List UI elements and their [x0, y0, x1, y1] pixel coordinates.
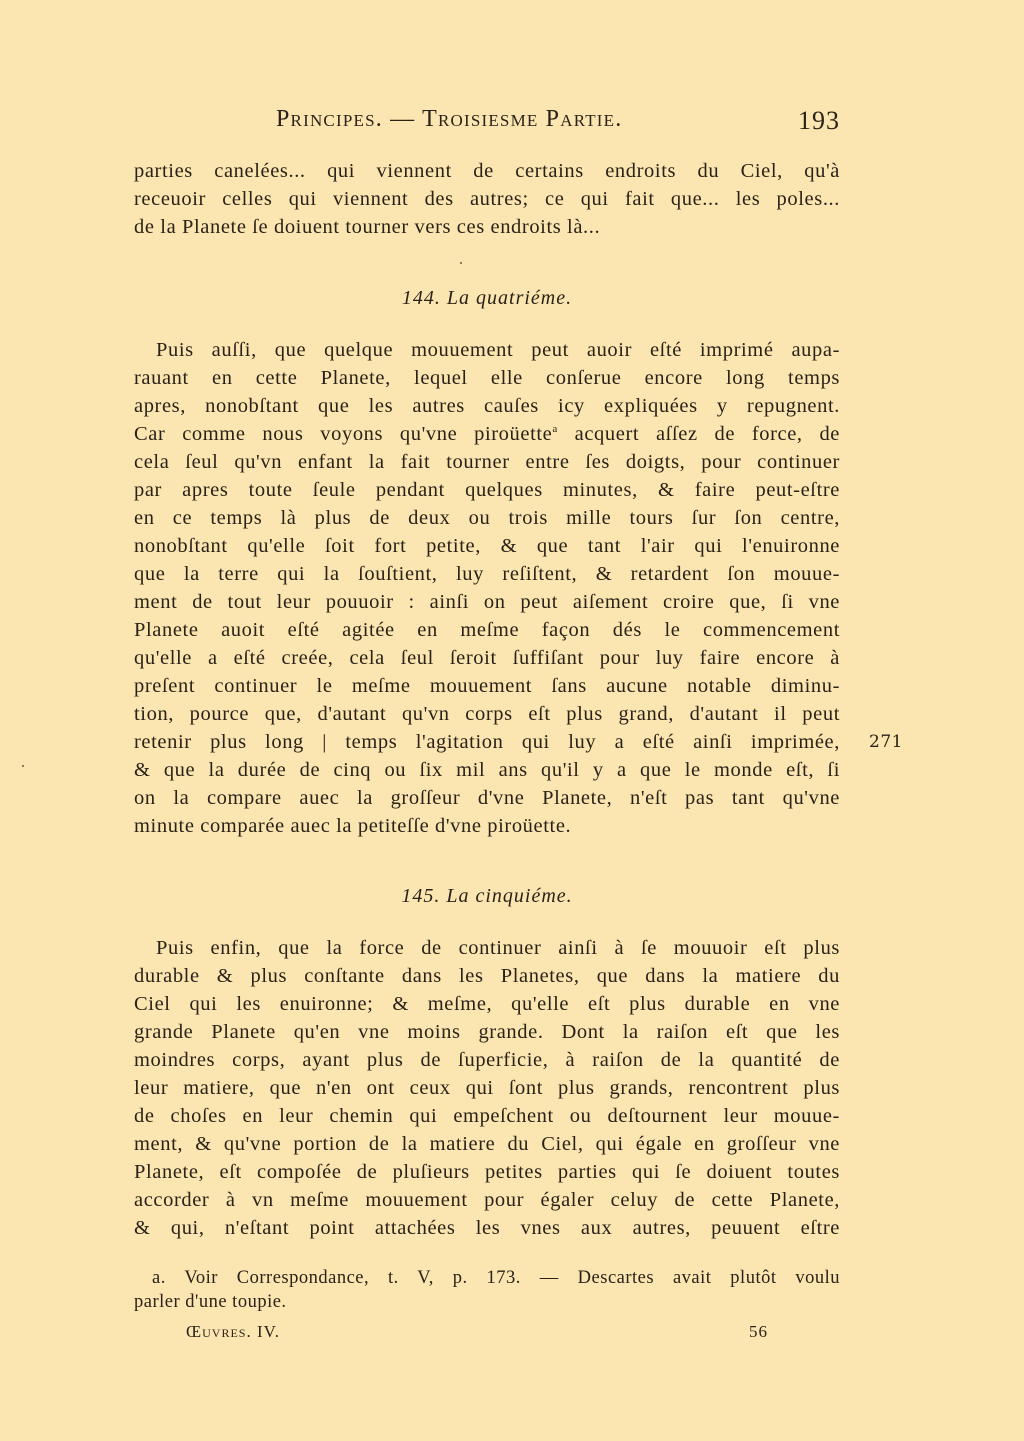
text-line: preſent continuer le meſme mouuement ſans aucune notable diminu- [134, 675, 840, 697]
text-line: accorder à vn meſme mouuement pour égaler celuy de cette Planete, [134, 1189, 840, 1211]
text-line: apres, nonobſtant que les autres cauſes icy expliquées y repugnent. [134, 395, 840, 417]
margin-reference: 271 [869, 732, 903, 752]
text-line: ment, & qu'vne portion de la matiere du Ciel, qui égale en groſſeur vne [134, 1133, 840, 1155]
text-line: Planete auoit eſté agitée en meſme façon dés le commencement [134, 619, 840, 641]
text-line: que la terre qui la ſouſtient, luy reſiſtent, & retardent ſon mouue- [134, 563, 840, 585]
text-line: grande Planete qu'en vne moins grande. Dont la raiſon eſt que les [134, 1021, 840, 1043]
signature-number: 56 [749, 1322, 768, 1341]
section-heading: 144. La quatriéme. [401, 287, 573, 309]
text-line: durable & plus conſtante dans les Planetes, que dans la matiere du [134, 965, 840, 987]
text-line: minute comparée auec la petiteſſe d'vne piroüette. [134, 815, 572, 837]
text-line: moindres corps, ayant plus de ſuperficie, à raiſon de la quantité de [134, 1049, 840, 1071]
section-heading: 145. La cinquiéme. [401, 885, 573, 907]
text-line: & que la durée de cinq ou ſix mil ans qu'il y a que le monde eſt, ſi [134, 759, 840, 781]
text-line: & qui, n'eſtant point attachées les vnes aux autres, peuuent eſtre [134, 1217, 840, 1239]
text-line: ment de tout leur pouuoir : ainſi on peut aiſement croire que, ſi vne [134, 591, 840, 613]
print-speck [460, 262, 462, 264]
footnote-line: a. Voir Correspondance, t. V, p. 173. — Descartes avait plutôt voulu [152, 1268, 840, 1288]
text-segment: acquert aſſez de force, de [574, 423, 840, 445]
text-line: Puis enfin, que la force de continuer ainſi à ſe mouuoir eſt plus [156, 937, 840, 959]
text-line: parties canelées... qui viennent de certains endroits du Ciel, qu'à [134, 160, 840, 182]
text-line-with-footnote-ref [134, 420, 840, 448]
text-line: Planete, eſt compoſée de pluſieurs petites parties qui ſe doiuent toutes [134, 1161, 840, 1183]
running-head: Principes. — Troisiesme Partie. [276, 106, 623, 132]
text-line: qu'elle a eſté creée, cela ſeul ſeroit ſuffiſant pour luy faire encore à [134, 647, 840, 669]
footnote-marker: a [552, 423, 558, 436]
signature-line [186, 1322, 768, 1346]
page-number: 193 [798, 106, 840, 135]
page-header [134, 106, 840, 140]
text-line: de la Planete ſe doiuent tourner vers ces endroits là... [134, 216, 601, 238]
text-line: cela ſeul qu'vn enfant la fait tourner entre ſes doigts, pour continuer [134, 451, 840, 473]
text-line: rauant en cette Planete, lequel elle conſerue encore long temps [134, 367, 840, 389]
text-line: nonobſtant qu'elle ſoit fort petite, & que tant l'air qui l'enuironne [134, 535, 840, 557]
footnote [134, 1266, 840, 1314]
text-line: Ciel qui les enuironne; & meſme, qu'elle eſt plus durable en vne [134, 993, 840, 1015]
footnote-line: parler d'une toupie. [134, 1292, 287, 1312]
text-line: on la compare auec la groſſeur d'vne Planete, n'eſt pas tant qu'vne [134, 787, 840, 809]
print-speck [22, 765, 24, 767]
text-line: tion, pource que, d'autant qu'vn corps eſt plus grand, d'autant il peut [134, 703, 840, 725]
text-line: Puis auſſi, que quelque mouuement peut auoir eſté imprimé aupa- [156, 339, 840, 361]
text-line: en ce temps là plus de deux ou trois mille tours ſur ſon centre, [134, 507, 840, 529]
signature-mark: Œuvres. IV. [186, 1322, 280, 1341]
text-segment: Car comme nous voyons qu'vne piroüette [134, 423, 553, 445]
text-line: de choſes en leur chemin qui empeſchent ou deſtournent leur mouue- [134, 1105, 840, 1127]
text-line: leur matiere, que n'en ont ceux qui ſont plus grands, rencontrent plus [134, 1077, 840, 1099]
text-line: retenir plus long | temps l'agitation qui luy a eſté ainſi imprimée, [134, 731, 840, 753]
text-line: par apres toute ſeule pendant quelques minutes, & faire peut-eſtre [134, 479, 840, 501]
text-line: receuoir celles qui viennent des autres; ce qui fait que... les poles... [134, 188, 840, 210]
